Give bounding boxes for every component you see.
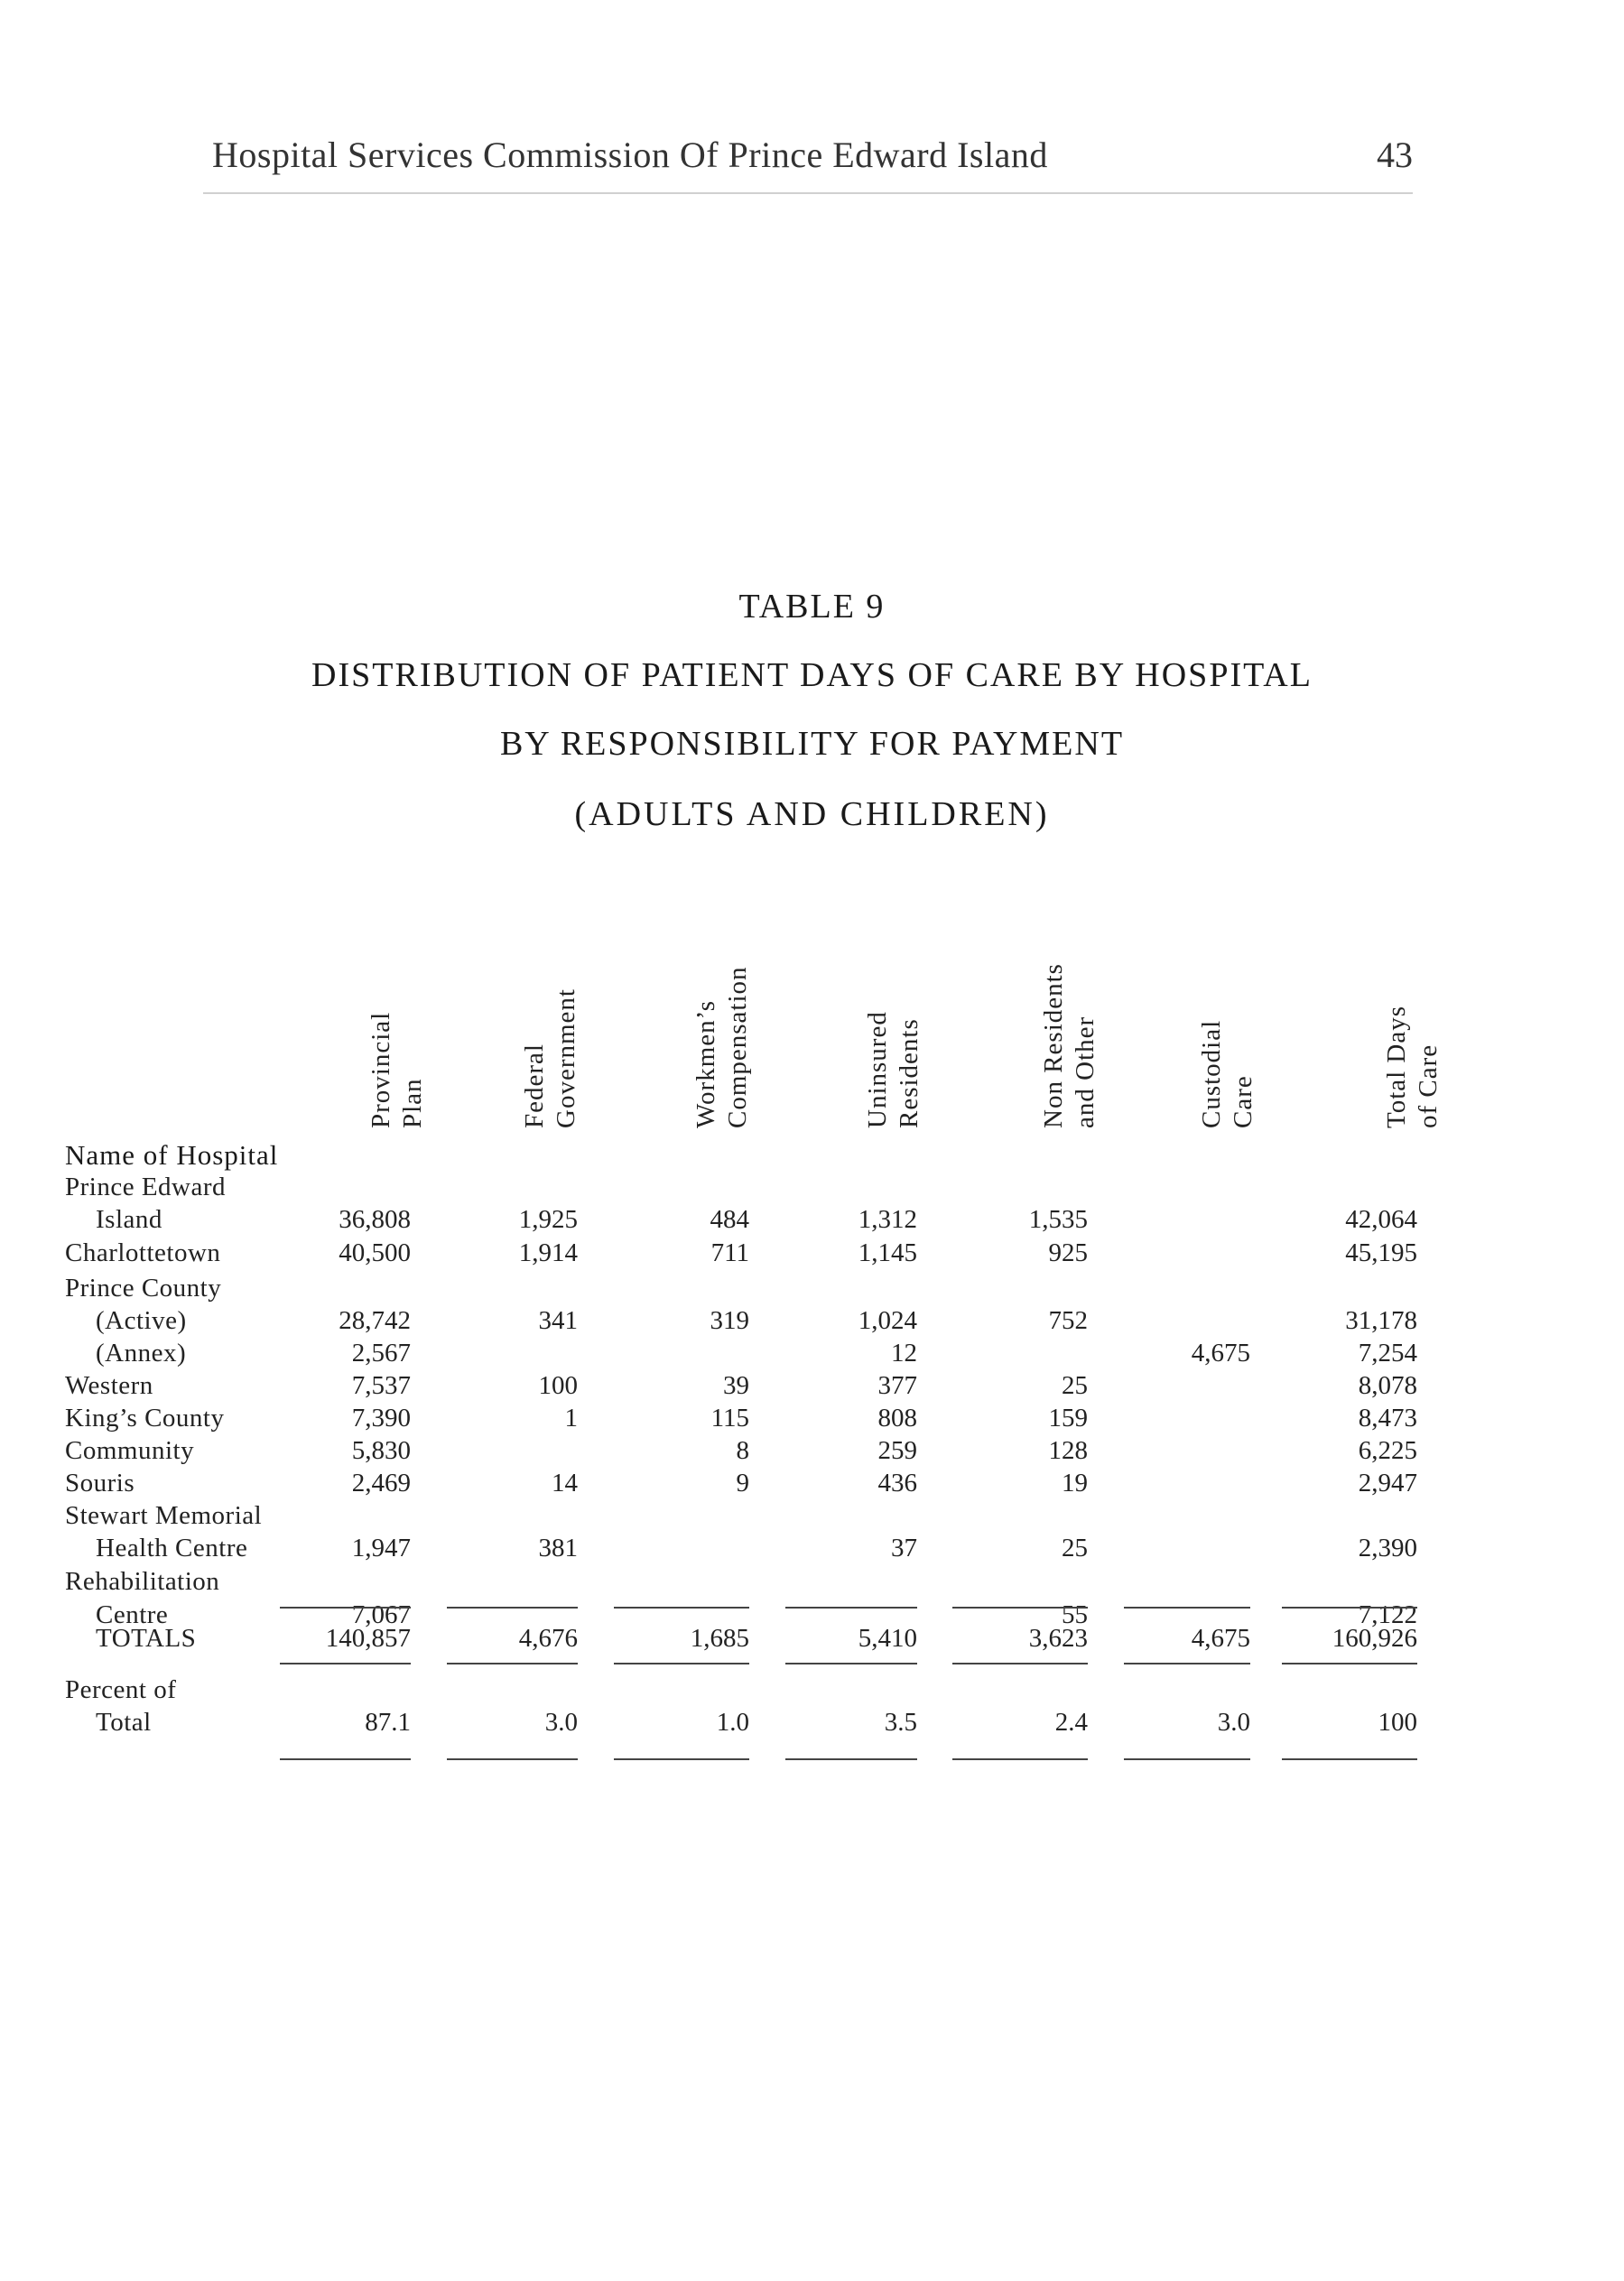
table-cell: 259 xyxy=(877,1436,917,1465)
hospital-name: Charlottetown xyxy=(65,1238,221,1267)
hospital-name: Percent of xyxy=(65,1675,177,1704)
table-cell: 711 xyxy=(710,1238,749,1267)
percent-row-label xyxy=(0,1674,1624,1707)
column-header-text xyxy=(862,1011,925,1128)
table-cell: 55 xyxy=(1062,1600,1088,1629)
table-title-line-1: DISTRIBUTION OF PATIENT DAYS OF CARE BY HOSPITAL xyxy=(311,656,1313,694)
page-number: 43 xyxy=(1377,134,1413,175)
table-cell: 1,312 xyxy=(858,1205,917,1234)
table-title-line-3: (ADULTS AND CHILDREN) xyxy=(574,795,1050,833)
table-cell: 5,830 xyxy=(351,1436,411,1465)
column-rule xyxy=(280,1758,411,1760)
hospital-name: Souris xyxy=(65,1469,135,1497)
table-cell: 3.0 xyxy=(544,1708,578,1737)
table-row xyxy=(0,1337,1624,1370)
column-header xyxy=(682,894,754,1128)
table-cell: 2,567 xyxy=(351,1339,411,1368)
hospital-name: Rehabilitation xyxy=(65,1567,220,1596)
table-cell: 3,623 xyxy=(1028,1624,1088,1653)
column-header xyxy=(1029,894,1101,1128)
table-cell: 808 xyxy=(877,1404,917,1433)
table-cell: 752 xyxy=(1048,1306,1088,1335)
table-cell: 100 xyxy=(538,1371,578,1400)
column-rule xyxy=(447,1607,578,1609)
table-row xyxy=(0,1304,1624,1338)
table-cell: 7,067 xyxy=(351,1600,411,1629)
column-header-text xyxy=(366,1012,429,1128)
column-rule xyxy=(1282,1758,1417,1760)
column-rule xyxy=(952,1663,1088,1664)
table-row xyxy=(0,1467,1624,1500)
column-rule xyxy=(280,1607,411,1609)
column-rule xyxy=(614,1758,749,1760)
table-row xyxy=(0,1369,1624,1403)
column-header-line-2: of Care xyxy=(1414,1043,1443,1128)
table-row xyxy=(0,1237,1624,1270)
table-cell: 9 xyxy=(736,1469,749,1497)
table-title-line-2: BY RESPONSIBILITY FOR PAYMENT xyxy=(499,725,1125,763)
column-rule xyxy=(614,1607,749,1609)
hospital-name: King’s County xyxy=(65,1404,225,1433)
table-label: TABLE 9 xyxy=(738,588,886,626)
column-header-text xyxy=(1196,1020,1259,1128)
column-header-text xyxy=(519,988,582,1128)
column-header-text xyxy=(691,966,754,1128)
name-of-hospital-header: Name of Hospital xyxy=(65,1139,279,1171)
table-cell: 484 xyxy=(710,1205,749,1234)
column-header-line-2: Plan xyxy=(398,1078,427,1128)
column-rule xyxy=(785,1663,917,1664)
table-cell: 1 xyxy=(564,1404,578,1433)
running-head-title: Hospital Services Commission Of Prince Edward Island xyxy=(212,134,1048,175)
table-cell: 7,254 xyxy=(1358,1339,1417,1368)
table-row xyxy=(0,1402,1624,1435)
table-cell: 8,078 xyxy=(1358,1371,1417,1400)
table-cell: 1,145 xyxy=(858,1238,917,1267)
table-cell: 87.1 xyxy=(365,1708,411,1737)
table-cell: 12 xyxy=(891,1339,917,1368)
table-cell: 377 xyxy=(877,1371,917,1400)
table-row xyxy=(0,1171,1624,1204)
table-cell: 2,469 xyxy=(351,1469,411,1497)
table-cell: 100 xyxy=(1378,1708,1417,1737)
table-cell: 6,225 xyxy=(1358,1436,1417,1465)
table-cell: 25 xyxy=(1062,1534,1088,1562)
column-header-line-2: Care xyxy=(1229,1075,1257,1128)
table-cell: 925 xyxy=(1048,1238,1088,1267)
percent-row xyxy=(0,1706,1624,1739)
column-header-text xyxy=(1038,963,1101,1128)
table-row xyxy=(0,1499,1624,1533)
totals-row xyxy=(0,1622,1624,1655)
table-cell: 7,537 xyxy=(351,1371,411,1400)
table-cell: 4,676 xyxy=(518,1624,578,1653)
table-cell: 4,675 xyxy=(1191,1624,1250,1653)
hospital-name: Community xyxy=(65,1436,195,1465)
table-cell: 2,390 xyxy=(1358,1534,1417,1562)
table-row xyxy=(0,1272,1624,1305)
column-header-line-1: Custodial xyxy=(1197,1019,1226,1128)
table-cell: 3.0 xyxy=(1217,1708,1250,1737)
column-rule xyxy=(614,1663,749,1664)
column-rule xyxy=(447,1663,578,1664)
column-rule xyxy=(785,1607,917,1609)
column-header xyxy=(1372,894,1444,1128)
column-rule xyxy=(1282,1663,1417,1664)
table-cell: 8,473 xyxy=(1358,1404,1417,1433)
table-cell: 3.5 xyxy=(884,1708,917,1737)
table-cell: 2.4 xyxy=(1054,1708,1088,1737)
table-row xyxy=(0,1565,1624,1599)
hospital-name: TOTALS xyxy=(96,1624,197,1653)
column-header-line-1: Total Days xyxy=(1382,1005,1411,1128)
table-cell: 140,857 xyxy=(325,1624,411,1653)
column-header-line-1: Non Residents xyxy=(1039,963,1068,1128)
column-header-line-2: Compensation xyxy=(723,966,752,1128)
table-cell: 1,947 xyxy=(351,1534,411,1562)
column-header xyxy=(853,894,925,1128)
column-header-line-2: Government xyxy=(552,988,580,1128)
table-cell: 4,675 xyxy=(1191,1339,1250,1368)
hospital-name: (Active) xyxy=(96,1306,187,1335)
column-header-line-2: and Other xyxy=(1071,1015,1100,1128)
column-header xyxy=(357,894,429,1128)
column-rule xyxy=(1282,1607,1417,1609)
table-cell: 128 xyxy=(1048,1436,1088,1465)
table-cell: 381 xyxy=(538,1534,578,1562)
table-cell: 37 xyxy=(891,1534,917,1562)
table-cell: 1,024 xyxy=(858,1306,917,1335)
table-cell: 28,742 xyxy=(339,1306,411,1335)
hospital-name: Prince County xyxy=(65,1274,222,1303)
hospital-name: Total xyxy=(96,1708,152,1737)
hospital-name: Island xyxy=(96,1205,162,1234)
hospital-name: Health Centre xyxy=(96,1534,248,1562)
table-cell: 1,685 xyxy=(690,1624,749,1653)
column-header xyxy=(510,894,582,1128)
column-header-line-1: Provincial xyxy=(367,1011,395,1128)
table-row xyxy=(0,1203,1624,1237)
column-rule xyxy=(952,1607,1088,1609)
column-rule xyxy=(785,1758,917,1760)
table-cell: 7,390 xyxy=(351,1404,411,1433)
table-cell: 436 xyxy=(877,1469,917,1497)
column-header-line-1: Federal xyxy=(520,1043,549,1128)
table-cell: 2,947 xyxy=(1358,1469,1417,1497)
table-cell: 39 xyxy=(723,1371,749,1400)
column-rule xyxy=(1124,1607,1250,1609)
column-header-line-1: Uninsured xyxy=(863,1011,892,1128)
column-rule xyxy=(447,1758,578,1760)
column-rule xyxy=(952,1758,1088,1760)
table-cell: 14 xyxy=(552,1469,578,1497)
table-cell: 1,535 xyxy=(1028,1205,1088,1234)
table-cell: 159 xyxy=(1048,1404,1088,1433)
table-row xyxy=(0,1434,1624,1468)
column-header xyxy=(1187,894,1259,1128)
table-row xyxy=(0,1532,1624,1565)
table-cell: 45,195 xyxy=(1345,1238,1417,1267)
header-rule xyxy=(203,192,1413,194)
hospital-name: Centre xyxy=(96,1600,169,1629)
table-cell: 7,122 xyxy=(1358,1600,1417,1629)
column-rule xyxy=(280,1663,411,1664)
table-cell: 31,178 xyxy=(1345,1306,1417,1335)
table-cell: 1,925 xyxy=(518,1205,578,1234)
table-cell: 36,808 xyxy=(339,1205,411,1234)
column-header-line-2: Residents xyxy=(895,1018,923,1128)
hospital-name: (Annex) xyxy=(96,1339,187,1368)
hospital-name: Prince Edward xyxy=(65,1173,227,1201)
table-cell: 40,500 xyxy=(339,1238,411,1267)
table-cell: 8 xyxy=(736,1436,749,1465)
running-head xyxy=(212,134,1413,188)
table-cell: 25 xyxy=(1062,1371,1088,1400)
table-cell: 1,914 xyxy=(518,1238,578,1267)
column-rule xyxy=(1124,1758,1250,1760)
hospital-name: Western xyxy=(65,1371,153,1400)
column-rule xyxy=(1124,1663,1250,1664)
column-header-text xyxy=(1381,1006,1444,1128)
table-cell: 42,064 xyxy=(1345,1205,1417,1234)
table-cell: 1.0 xyxy=(716,1708,749,1737)
column-header-line-1: Workmen’s xyxy=(691,1000,720,1128)
table-cell: 19 xyxy=(1062,1469,1088,1497)
table-cell: 5,410 xyxy=(858,1624,917,1653)
table-cell: 115 xyxy=(710,1404,749,1433)
table-cell: 160,926 xyxy=(1332,1624,1417,1653)
hospital-name: Stewart Memorial xyxy=(65,1501,263,1530)
table-cell: 319 xyxy=(710,1306,749,1335)
table-cell: 341 xyxy=(538,1306,578,1335)
